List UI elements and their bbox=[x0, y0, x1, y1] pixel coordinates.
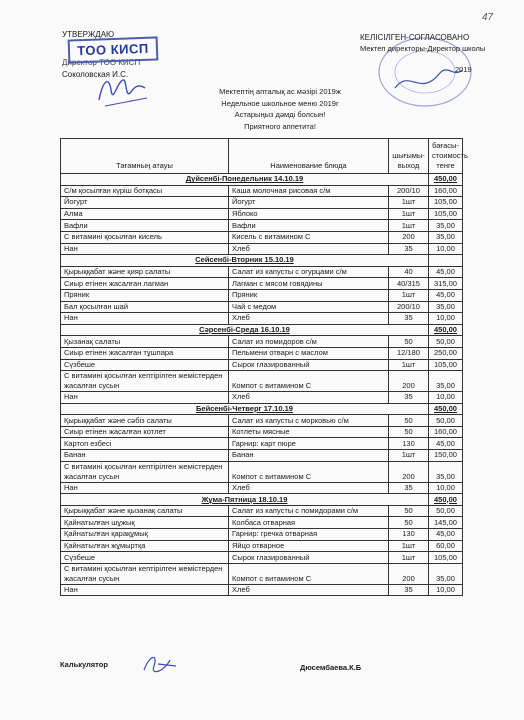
dish-price: 10,00 bbox=[429, 243, 463, 255]
wish-kz: Астарыңыз дәмді болсын! bbox=[234, 110, 326, 119]
menu-item-row bbox=[61, 347, 463, 359]
dish-name-kz: С витамині қосылған кептірілген жемістерден жасалған сусын bbox=[61, 461, 229, 482]
dish-name-ru: Гарнир: гречка отварная bbox=[229, 529, 389, 541]
menu-body bbox=[61, 174, 463, 596]
dish-name-kz: Банан bbox=[61, 450, 229, 462]
dish-name-ru: Салат из капусты с морковью с/м bbox=[229, 415, 389, 427]
dish-price: 50,00 bbox=[429, 415, 463, 427]
menu-item-row bbox=[61, 313, 463, 325]
dish-name-kz: Пряник bbox=[61, 289, 229, 301]
dish-name-ru: Хлеб bbox=[229, 584, 389, 596]
day-title: Бейсенбі-Четверг 17.10.19 bbox=[61, 403, 429, 415]
dish-name-ru: Компот с витамином С bbox=[229, 371, 389, 392]
menu-item-row bbox=[61, 220, 463, 232]
menu-item-row bbox=[61, 185, 463, 197]
dish-output: 1шт bbox=[389, 552, 429, 564]
dish-name-kz: Сиыр етінен жасалған тұшпара bbox=[61, 347, 229, 359]
menu-item-row bbox=[61, 266, 463, 278]
dish-output: 200 bbox=[389, 563, 429, 584]
menu-item-row bbox=[61, 278, 463, 290]
dish-output: 50 bbox=[389, 426, 429, 438]
dish-output: 35 bbox=[389, 482, 429, 494]
dish-name-ru: Йогурт bbox=[229, 197, 389, 209]
col-header-output: шығымы- выход bbox=[389, 139, 429, 174]
dish-output: 1шт bbox=[389, 208, 429, 220]
dish-output: 1шт bbox=[389, 450, 429, 462]
approve-line: Директор ТОО КИСП bbox=[62, 58, 141, 67]
menu-item-row bbox=[61, 392, 463, 404]
dish-name-kz: Қызанақ салаты bbox=[61, 336, 229, 348]
menu-item-row bbox=[61, 438, 463, 450]
menu-item-row bbox=[61, 450, 463, 462]
dish-output: 50 bbox=[389, 505, 429, 517]
col-header-kz: Тағамның атауы bbox=[61, 139, 229, 174]
calculator-label: Калькулятор bbox=[60, 660, 108, 669]
dish-output: 200/10 bbox=[389, 185, 429, 197]
day-header-row bbox=[61, 255, 463, 267]
dish-name-ru: Колбаса отварная bbox=[229, 517, 389, 529]
dish-name-kz: Вафли bbox=[61, 220, 229, 232]
dish-output: 1шт bbox=[389, 220, 429, 232]
dish-output: 35 bbox=[389, 584, 429, 596]
dish-name-ru: Компот с витамином С bbox=[229, 461, 389, 482]
dish-price: 45,00 bbox=[429, 438, 463, 450]
menu-item-row bbox=[61, 426, 463, 438]
menu-item-row bbox=[61, 461, 463, 482]
dish-output: 1шт bbox=[389, 197, 429, 209]
calculator-signature bbox=[140, 650, 180, 678]
dish-name-ru: Каша молочная рисовая с/м bbox=[229, 185, 389, 197]
dish-name-ru: Салат из помидоров с/м bbox=[229, 336, 389, 348]
dish-name-kz: Қайнатылған қарақұмық bbox=[61, 529, 229, 541]
menu-item-row bbox=[61, 243, 463, 255]
dish-price: 45,00 bbox=[429, 266, 463, 278]
dish-name-kz: Йогурт bbox=[61, 197, 229, 209]
day-total: 450,00 bbox=[429, 494, 463, 506]
dish-output: 40/315 bbox=[389, 278, 429, 290]
day-title: Жұма-Пятница 18.10.19 bbox=[61, 494, 429, 506]
dish-output: 12/180 bbox=[389, 347, 429, 359]
dish-name-kz: Қырыққабат және қияр салаты bbox=[61, 266, 229, 278]
dish-name-ru: Вафли bbox=[229, 220, 389, 232]
dish-name-ru: Хлеб bbox=[229, 243, 389, 255]
dish-name-kz: Нан bbox=[61, 243, 229, 255]
agreement-block bbox=[360, 32, 490, 75]
dish-output: 35 bbox=[389, 313, 429, 325]
dish-name-kz: Бал қосылған шай bbox=[61, 301, 229, 313]
col-header-price: бағасы-стоимость тенге bbox=[429, 139, 463, 174]
menu-item-row bbox=[61, 517, 463, 529]
dish-price: 35,00 bbox=[429, 461, 463, 482]
dish-name-kz: Нан bbox=[61, 313, 229, 325]
dish-price: 35,00 bbox=[429, 220, 463, 232]
menu-item-row bbox=[61, 563, 463, 584]
day-total: 450,00 bbox=[429, 324, 463, 336]
page-number: 47 bbox=[482, 12, 494, 23]
dish-name-ru: Пельмени отварн с маслом bbox=[229, 347, 389, 359]
dish-name-ru: Пряник bbox=[229, 289, 389, 301]
dish-name-ru: Салат из капусты с помидорами с/м bbox=[229, 505, 389, 517]
menu-titles bbox=[160, 86, 400, 132]
dish-name-kz: Алма bbox=[61, 208, 229, 220]
menu-item-row bbox=[61, 208, 463, 220]
dish-price: 45,00 bbox=[429, 289, 463, 301]
dish-output: 200 bbox=[389, 371, 429, 392]
dish-name-ru: Компот с витамином С bbox=[229, 563, 389, 584]
dish-price: 160,00 bbox=[429, 185, 463, 197]
menu-item-row bbox=[61, 584, 463, 596]
dish-output: 40 bbox=[389, 266, 429, 278]
dish-price: 35,00 bbox=[429, 371, 463, 392]
dish-name-ru: Салат из капусты с огурцами с/м bbox=[229, 266, 389, 278]
dish-output: 35 bbox=[389, 243, 429, 255]
dish-name-kz: Сиыр етінен жасалған котлет bbox=[61, 426, 229, 438]
dish-name-kz: Нан bbox=[61, 584, 229, 596]
agreed-position: Мектеп директоры-Директор школы bbox=[360, 44, 486, 53]
dish-output: 50 bbox=[389, 415, 429, 427]
dish-name-ru: Яйцо отварное bbox=[229, 540, 389, 552]
dish-name-kz: Қайнатылған шұжық bbox=[61, 517, 229, 529]
day-title: Сейсенбі-Вторник 15.10.19 bbox=[61, 255, 429, 267]
dish-output: 200 bbox=[389, 461, 429, 482]
dish-price: 35,00 bbox=[429, 301, 463, 313]
dish-output: 1шт bbox=[389, 359, 429, 371]
approve-name: Соколовская И.С. bbox=[62, 70, 129, 79]
company-stamp: ТОО КИСП bbox=[68, 36, 159, 63]
title-kz: Мектептің апталық ас мәзірі 2019ж bbox=[219, 87, 341, 96]
dish-name-kz: Қырыққабат және сәбіз салаты bbox=[61, 415, 229, 427]
day-header-row bbox=[61, 174, 463, 186]
day-total bbox=[429, 255, 463, 267]
menu-item-row bbox=[61, 289, 463, 301]
dish-output: 50 bbox=[389, 517, 429, 529]
menu-item-row bbox=[61, 482, 463, 494]
dish-name-kz: С/м қосылған күріш ботқасы bbox=[61, 185, 229, 197]
menu-item-row bbox=[61, 231, 463, 243]
dish-output: 200 bbox=[389, 231, 429, 243]
table-header-row bbox=[61, 139, 463, 174]
dish-name-ru: Хлеб bbox=[229, 313, 389, 325]
dish-price: 105,00 bbox=[429, 359, 463, 371]
dish-price: 105,00 bbox=[429, 197, 463, 209]
dish-name-kz: Нан bbox=[61, 482, 229, 494]
wish-ru: Приятного аппетита! bbox=[244, 121, 316, 131]
dish-name-kz: Сүзбеше bbox=[61, 552, 229, 564]
dish-price: 315,00 bbox=[429, 278, 463, 290]
menu-item-row bbox=[61, 371, 463, 392]
agreed-year: 2019 bbox=[455, 65, 472, 74]
menu-table bbox=[60, 138, 468, 596]
dish-price: 10,00 bbox=[429, 482, 463, 494]
dish-name-ru: Сырок глазированный bbox=[229, 359, 389, 371]
dish-name-kz: С витамині қосылған кисель bbox=[61, 231, 229, 243]
dish-name-kz: Картоп езбесі bbox=[61, 438, 229, 450]
dish-output: 50 bbox=[389, 336, 429, 348]
menu-item-row bbox=[61, 301, 463, 313]
dish-name-kz: Нан bbox=[61, 392, 229, 404]
day-title: Дүйсенбі-Понедельник 14.10.19 bbox=[61, 174, 429, 186]
menu-item-row bbox=[61, 415, 463, 427]
dish-name-ru: Лагман с мясом говядины bbox=[229, 278, 389, 290]
dish-price: 35,00 bbox=[429, 231, 463, 243]
dish-price: 50,00 bbox=[429, 336, 463, 348]
dish-name-ru: Банан bbox=[229, 450, 389, 462]
col-header-ru: Наименование блюда bbox=[229, 139, 389, 174]
dish-price: 145,00 bbox=[429, 517, 463, 529]
menu-item-row bbox=[61, 529, 463, 541]
menu-item-row bbox=[61, 552, 463, 564]
dish-name-kz: Сиыр етінен жасалған лагман bbox=[61, 278, 229, 290]
dish-name-kz: С витамині қосылған кептірілген жемістерден жасалған сусын bbox=[61, 563, 229, 584]
dish-output: 35 bbox=[389, 392, 429, 404]
dish-price: 10,00 bbox=[429, 313, 463, 325]
day-total: 450,00 bbox=[429, 174, 463, 186]
dish-name-ru: Хлеб bbox=[229, 482, 389, 494]
menu-item-row bbox=[61, 336, 463, 348]
director-signature bbox=[95, 70, 155, 110]
dish-output: 1шт bbox=[389, 540, 429, 552]
dish-price: 10,00 bbox=[429, 392, 463, 404]
dish-output: 1шт bbox=[389, 289, 429, 301]
dish-price: 35,00 bbox=[429, 563, 463, 584]
title-ru: Недельное школьное меню 2019г bbox=[221, 98, 339, 108]
dish-output: 200/10 bbox=[389, 301, 429, 313]
dish-name-ru: Чай с медом bbox=[229, 301, 389, 313]
dish-price: 105,00 bbox=[429, 208, 463, 220]
menu-item-row bbox=[61, 197, 463, 209]
dish-price: 250,00 bbox=[429, 347, 463, 359]
dish-price: 105,00 bbox=[429, 552, 463, 564]
day-header-row bbox=[61, 494, 463, 506]
dish-output: 130 bbox=[389, 529, 429, 541]
dish-price: 60,00 bbox=[429, 540, 463, 552]
dish-name-ru: Сырок глазированный bbox=[229, 552, 389, 564]
dish-name-kz: С витамині қосылған кептірілген жемістерден жасалған сусын bbox=[61, 371, 229, 392]
dish-price: 50,00 bbox=[429, 505, 463, 517]
calculator-name: Дюсембаева.К.Б bbox=[300, 663, 362, 672]
dish-name-ru: Кисель с витамином С bbox=[229, 231, 389, 243]
dish-name-kz: Сүзбеше bbox=[61, 359, 229, 371]
dish-name-ru: Яблоко bbox=[229, 208, 389, 220]
menu-item-row bbox=[61, 505, 463, 517]
dish-price: 10,00 bbox=[429, 584, 463, 596]
dish-name-kz: Қырыққабат және қызанақ салаты bbox=[61, 505, 229, 517]
dish-name-ru: Котлеты мясные bbox=[229, 426, 389, 438]
dish-price: 45,00 bbox=[429, 529, 463, 541]
day-title: Сәрсенбі-Среда 16.10.19 bbox=[61, 324, 429, 336]
dish-price: 150,00 bbox=[429, 450, 463, 462]
menu-item-row bbox=[61, 540, 463, 552]
dish-price: 160,00 bbox=[429, 426, 463, 438]
dish-name-kz: Қайнатылған жұмыртқа bbox=[61, 540, 229, 552]
day-header-row bbox=[61, 403, 463, 415]
menu-item-row bbox=[61, 359, 463, 371]
dish-name-ru: Хлеб bbox=[229, 392, 389, 404]
dish-name-ru: Гарнир: карт пюре bbox=[229, 438, 389, 450]
approve-label: УТВЕРЖДАЮ bbox=[62, 30, 115, 39]
agreed-label: КЕЛІСІЛГЕН-СОГЛАСОВАНО bbox=[360, 33, 470, 42]
day-total: 450,00 bbox=[429, 403, 463, 415]
dish-output: 130 bbox=[389, 438, 429, 450]
day-header-row bbox=[61, 324, 463, 336]
